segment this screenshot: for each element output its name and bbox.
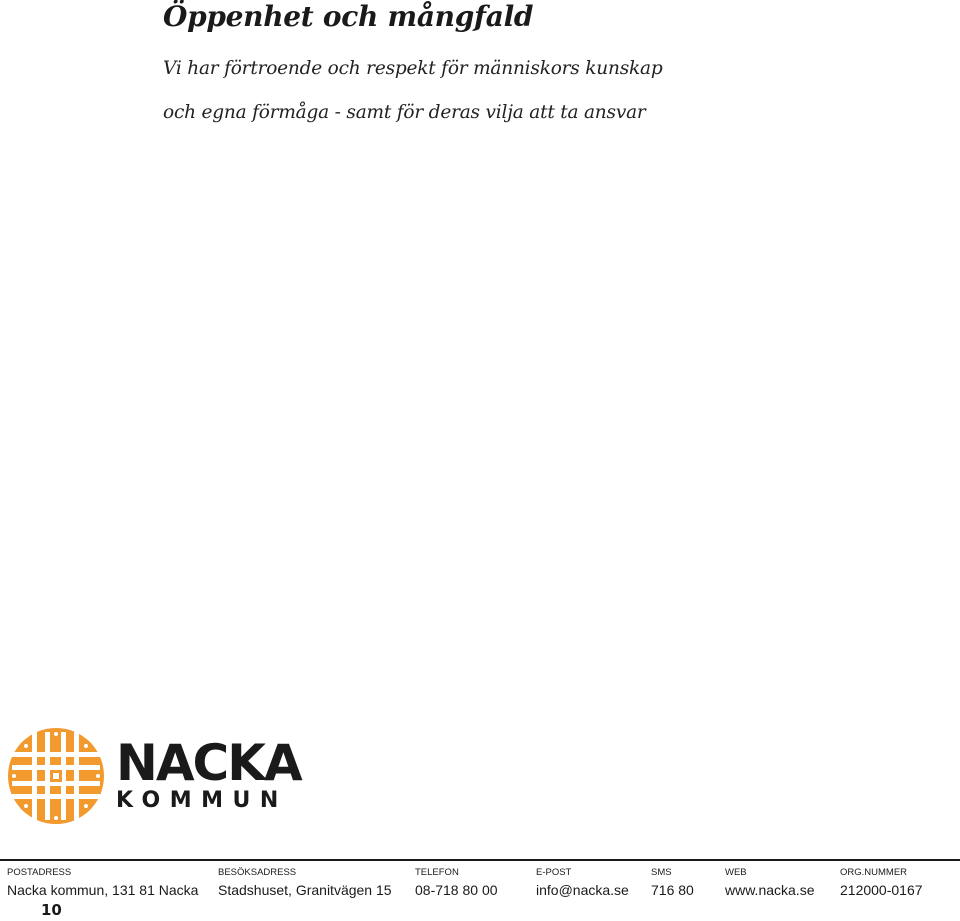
sms-label: SMS xyxy=(651,867,672,878)
page-title: Öppenhet och mångfald xyxy=(163,0,534,33)
web-value: www.nacka.se xyxy=(725,882,815,898)
orgnummer-label: ORG.NUMMER xyxy=(840,867,908,878)
nacka-wordmark xyxy=(116,734,301,813)
logo-name-line-1: NACKA xyxy=(116,734,301,792)
postadress-label: POSTADRESS xyxy=(7,867,72,878)
besoksadress-label: BESÖKSADRESS xyxy=(218,867,297,878)
besoksadress-value: Stadshuset, Granitvägen 15 xyxy=(218,882,392,898)
postadress-value: Nacka kommun, 131 81 Nacka xyxy=(7,882,199,898)
page-number: 10 xyxy=(41,901,62,919)
footer-telefon xyxy=(415,867,498,899)
footer-sms xyxy=(651,867,694,899)
footer-epost xyxy=(536,867,629,899)
statement-line-1: Vi har förtroende och respekt för människors kunskap xyxy=(163,58,663,79)
footer-divider xyxy=(0,859,960,861)
statement-line-2: och egna förmåga - samt för deras vilja att ta ansvar xyxy=(163,102,646,123)
web-label: WEB xyxy=(725,867,747,878)
epost-value: info@nacka.se xyxy=(536,882,629,898)
footer-web xyxy=(725,867,814,899)
footer-orgnummer xyxy=(840,867,923,899)
footer-postadress xyxy=(7,867,198,899)
nacka-cross-emblem-icon xyxy=(6,726,106,826)
telefon-value: 08-718 80 00 xyxy=(415,882,498,898)
orgnummer-value: 212000-0167 xyxy=(840,882,923,898)
footer-besoksadress xyxy=(218,867,392,899)
sms-value: 716 80 xyxy=(651,882,694,898)
telefon-label: TELEFON xyxy=(415,867,459,878)
logo-name-line-2: KOMMUN xyxy=(116,788,288,813)
epost-label: E-POST xyxy=(536,867,572,878)
